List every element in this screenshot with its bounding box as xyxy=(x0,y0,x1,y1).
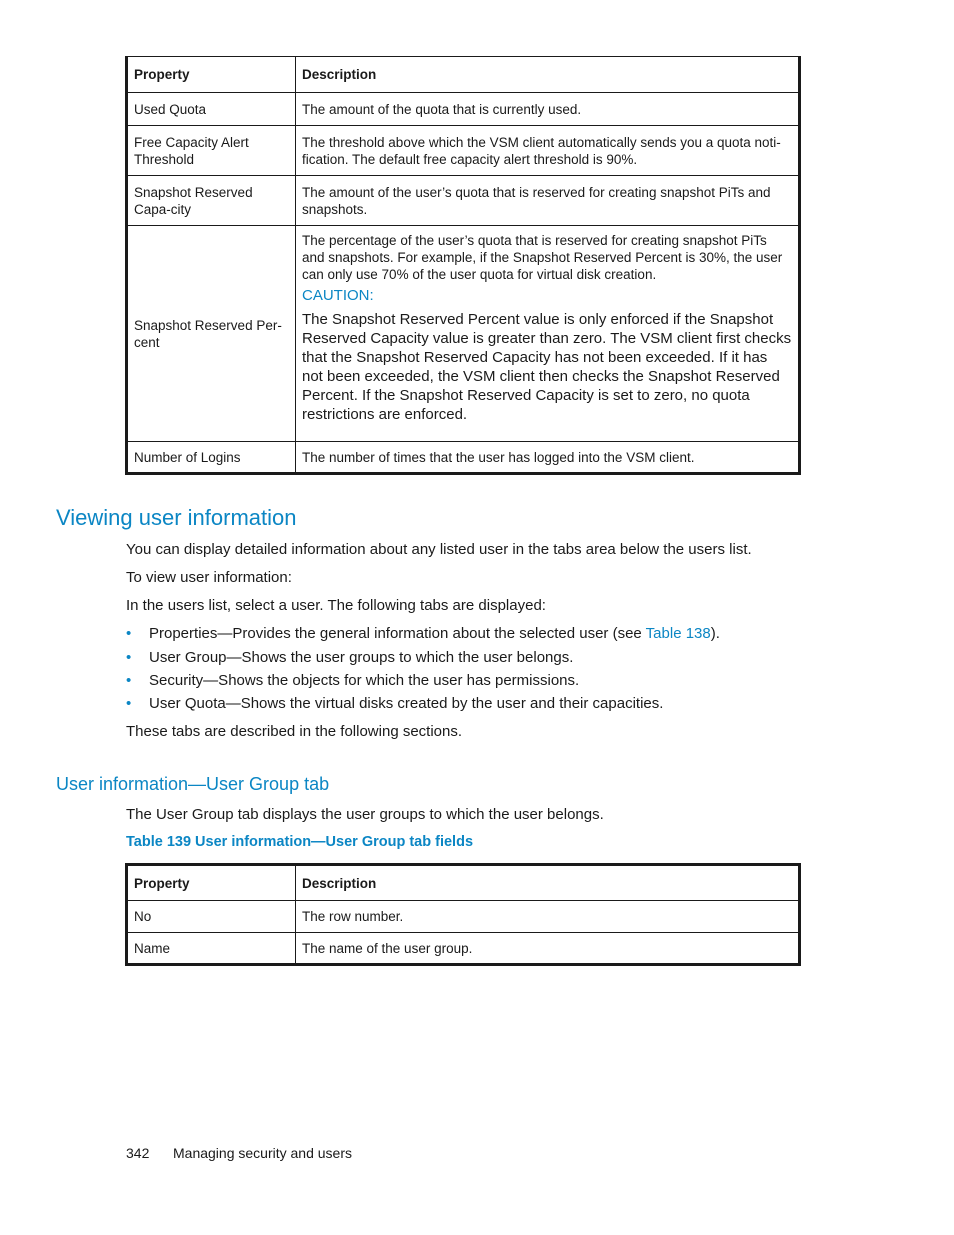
property-cell: Used Quota xyxy=(127,93,296,126)
paragraph: In the users list, select a user. The following tabs are displayed: xyxy=(126,597,546,614)
paragraph: These tabs are described in the following sections. xyxy=(126,723,463,740)
description-cell: The number of times that the user has logged into the VSM client. xyxy=(296,442,800,474)
description-text: The percentage of the user’s quota that is reserved for creating snapshot PiTs and snapshots. For example, if the Snapshot Reserved Percent is 30%, the user can only use 70% of the user quota for virtual disk creation. xyxy=(302,233,783,282)
user-group-fields-table xyxy=(125,863,801,966)
list-item xyxy=(126,649,573,666)
table-row xyxy=(127,901,800,933)
page-number: 342 xyxy=(126,1145,150,1161)
list-item-text: User Quota—Shows the virtual disks created by the user and their capacities. xyxy=(149,695,664,712)
description-cell: The row number. xyxy=(296,901,800,933)
paragraph: The User Group tab displays the user groups to which the user belongs. xyxy=(126,806,604,823)
table-138-link[interactable]: Table 138 xyxy=(645,625,711,642)
table-row xyxy=(127,126,800,176)
bullet-icon: • xyxy=(126,695,132,712)
list-item xyxy=(126,672,579,689)
list-item-text: User Group—Shows the user groups to which the user belongs. xyxy=(149,649,574,666)
column-header-property: Property xyxy=(127,57,296,93)
paragraph: You can display detailed information about any listed user in the tabs area below the users list. xyxy=(126,541,752,558)
list-item-text: Security—Shows the objects for which the user has permissions. xyxy=(149,672,580,689)
table-row xyxy=(127,442,800,474)
section-heading: Viewing user information xyxy=(56,505,297,530)
table-header-row xyxy=(127,865,800,901)
bullet-icon: • xyxy=(126,625,132,642)
table-row xyxy=(127,933,800,965)
caution-text: The Snapshot Reserved Percent value is only enforced if the Snapshot Reserved Capacity value is greater than zero. The VSM client first checks that the Snapshot Reserved Capacity has not been exceeded. If it has not been exceeded, the VSM client then checks the Snapshot Reserved Percent. If the Snapshot Reserved Capacity is set to zero, no quota restrictions are enforced. xyxy=(302,311,792,423)
column-header-description: Description xyxy=(296,865,800,901)
list-item xyxy=(126,695,663,712)
list-item-text: Properties—Provides the general information about the selected user (see xyxy=(149,625,646,642)
property-cell: Number of Logins xyxy=(127,442,296,474)
property-cell: Snapshot Reserved Per-cent xyxy=(127,226,296,442)
bullet-icon: • xyxy=(126,672,132,689)
table-row xyxy=(127,93,800,126)
paragraph: To view user information: xyxy=(126,569,292,586)
description-cell: The name of the user group. xyxy=(296,933,800,965)
bullet-icon: • xyxy=(126,649,132,666)
caution-label: CAUTION: xyxy=(302,287,374,304)
table-caption: Table 139 User information—User Group tab fields xyxy=(126,834,474,850)
property-cell: Free Capacity Alert Threshold xyxy=(127,126,296,176)
table-row xyxy=(127,226,800,442)
property-cell: Snapshot Reserved Capa-city xyxy=(127,176,296,226)
properties-table xyxy=(125,56,801,475)
property-cell: Name xyxy=(127,933,296,965)
table-header-row xyxy=(127,57,800,93)
column-header-description: Description xyxy=(296,57,800,93)
subsection-heading: User information—User Group tab xyxy=(56,774,330,794)
list-item-text: ). xyxy=(710,625,720,642)
footer-title: Managing security and users xyxy=(173,1145,352,1161)
description-cell: The threshold above which the VSM client automatically sends you a quota noti-fication. The default free capacity alert threshold is 90%. xyxy=(296,126,800,176)
description-cell: The amount of the quota that is currently used. xyxy=(296,93,800,126)
description-cell: The amount of the user’s quota that is reserved for creating snapshot PiTs and snapshots. xyxy=(296,176,800,226)
list-item xyxy=(126,625,720,642)
column-header-property: Property xyxy=(127,865,296,901)
table-row xyxy=(127,176,800,226)
description-cell xyxy=(296,226,800,442)
property-cell: No xyxy=(127,901,296,933)
